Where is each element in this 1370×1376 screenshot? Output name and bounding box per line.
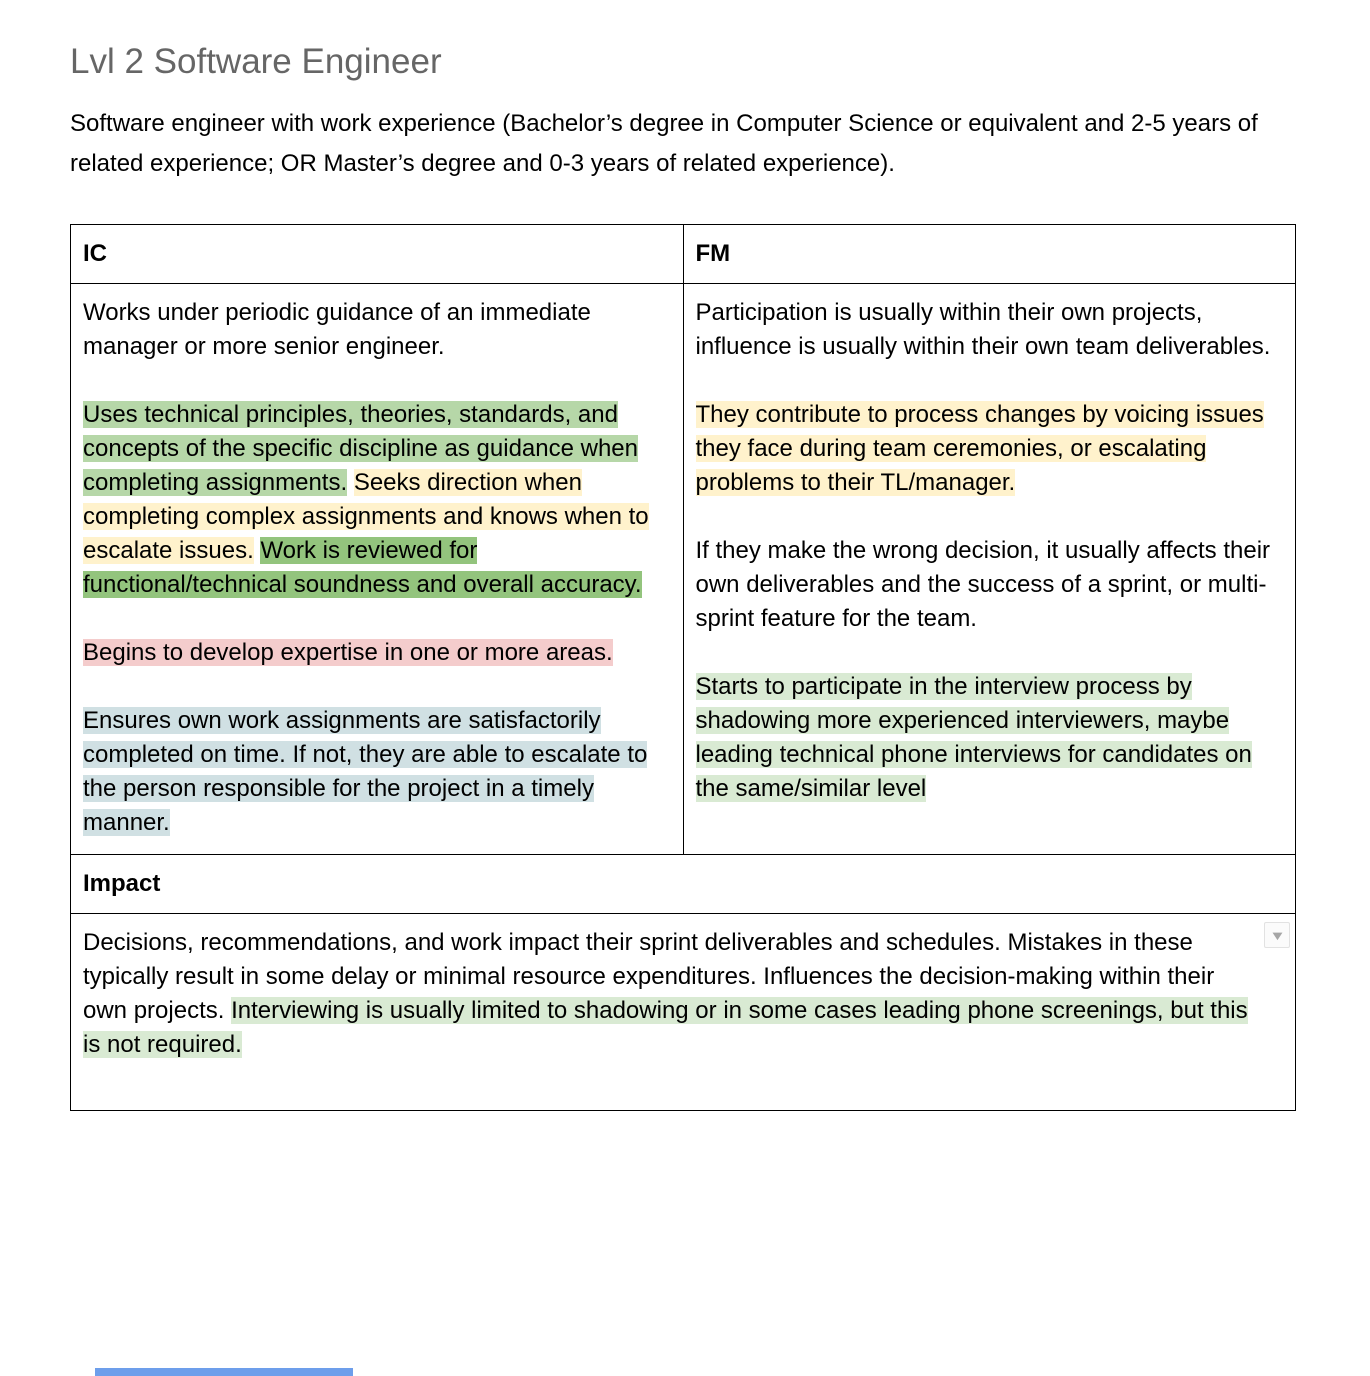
highlight-blue: Ensures own work assignments are satisfactorily completed on time. If not, they are able to escalate to the person responsible for the project in a timely manner.	[83, 707, 648, 837]
ic-paragraph-3	[83, 636, 669, 670]
impact-plain-text: Decisions, recommendations, and work impact their sprint deliverables and schedules. Mistakes in these typically result in some delay or minimal resource expenditures. Influences the decision-making within their own projects.	[83, 929, 1215, 1025]
ic-paragraph-2	[83, 398, 669, 602]
role-matrix-table	[70, 224, 1296, 1111]
column-header-ic: IC	[71, 225, 684, 284]
ic-paragraph-1	[83, 296, 669, 364]
highlight-light-green: Interviewing is usually limited to shadowing or in some cases leading phone screenings, but this is not required.	[83, 997, 1248, 1059]
highlight-yellow: Seeks direction when completing complex assignments and knows when to escalate issues.	[83, 469, 649, 565]
fm-paragraph-2	[696, 398, 1282, 500]
highlight-pink: Begins to develop expertise in one or more areas.	[83, 639, 613, 667]
ic-paragraph-4	[83, 704, 669, 840]
triangle-down-icon: ▼	[1268, 927, 1286, 943]
highlight-dark-green: Work is reviewed for functional/technical soundness and overall accuracy.	[83, 537, 642, 599]
fm-paragraph-4	[696, 670, 1282, 806]
fm-plain-text: If they make the wrong decision, it usually affects their own deliverables and the success of a sprint, or multi-sprint feature for the team.	[695, 537, 1271, 633]
highlight-green: Uses technical principles, theories, standards, and concepts of the specific discipline as guidance when completing assignments.	[83, 401, 638, 497]
table-header-row	[71, 225, 1296, 284]
impact-header: Impact	[71, 855, 1296, 914]
highlight-light-green: Starts to participate in the interview process by shadowing more experienced interviewers, maybe leading technical phone interviews for candidates on the same/similar level	[695, 673, 1252, 803]
column-header-fm: FM	[683, 225, 1296, 284]
ic-plain-text: Works under periodic guidance of an immediate manager or more senior engineer.	[83, 299, 591, 361]
impact-header-row	[71, 855, 1296, 914]
impact-paragraph	[83, 926, 1255, 1062]
fm-paragraph-3	[696, 534, 1282, 636]
fm-plain-text: Participation is usually within their own projects, influence is usually within their own team deliverables.	[695, 299, 1271, 361]
ic-cell	[71, 284, 684, 855]
impact-cell	[71, 914, 1296, 1111]
fm-cell	[683, 284, 1296, 855]
table-body-row	[71, 284, 1296, 855]
dropdown-button[interactable]	[1264, 922, 1290, 948]
intro-paragraph: Software engineer with work experience (Bachelor’s degree in Computer Science or equivalent and 2-5 years of related experience; OR Master’s degree and 0-3 years of related experience).	[70, 110, 1258, 178]
fm-paragraph-1	[696, 296, 1282, 364]
highlight-yellow: They contribute to process changes by voicing issues they face during team ceremonies, or escalating problems to their TL/manager.	[695, 401, 1264, 497]
segment-separator	[347, 469, 354, 496]
page-title: Lvl 2 Software Engineer	[70, 42, 442, 81]
impact-body-row	[71, 914, 1296, 1111]
clipped-blue-element	[95, 1368, 353, 1376]
